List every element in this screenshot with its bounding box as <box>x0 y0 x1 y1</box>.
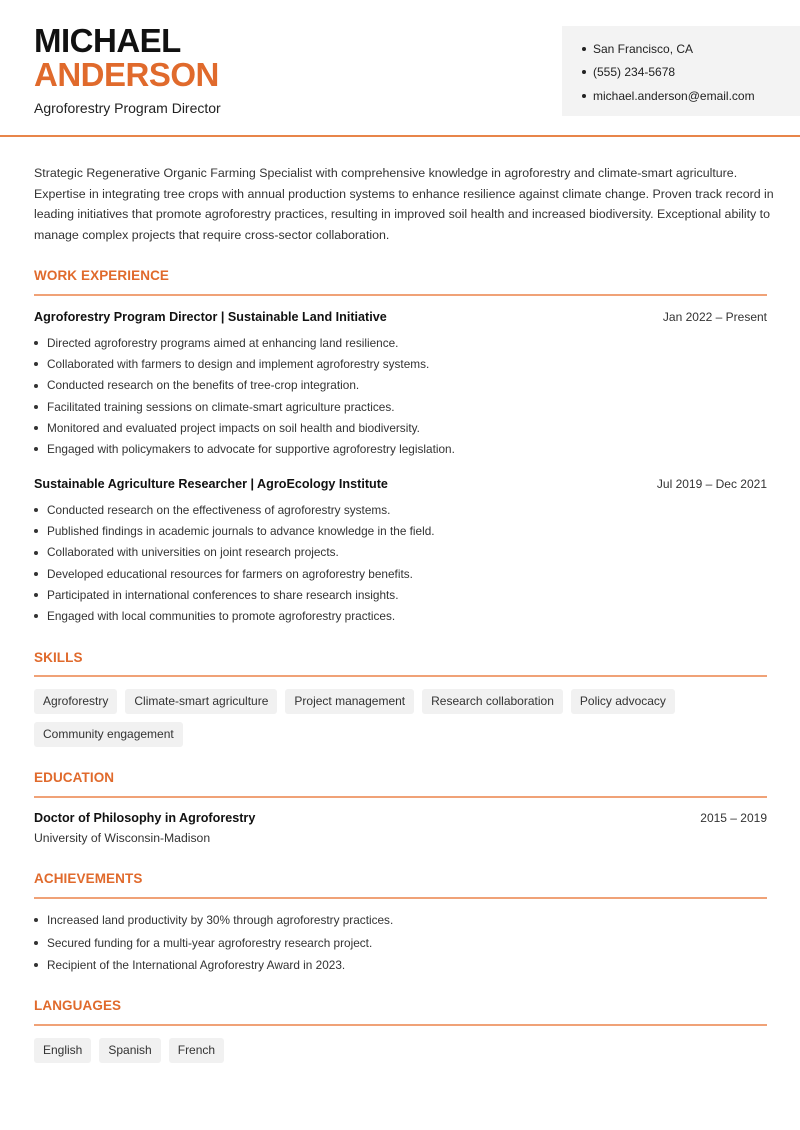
skill-chip: Agroforestry <box>34 689 117 714</box>
contact-box <box>562 26 800 116</box>
job-bullets <box>34 332 774 460</box>
achievements-list <box>34 909 774 977</box>
list-item: Directed agroforestry programs aimed at enhancing land resilience. <box>34 332 774 353</box>
job-role: Agroforestry Program Director <box>34 100 221 116</box>
job-date: Jul 2019 – Dec 2021 <box>656 477 767 491</box>
skill-chip: Policy advocacy <box>571 689 675 714</box>
section-title-languages: LANGUAGES <box>34 998 122 1013</box>
list-item: Conducted research on the effectiveness of agroforestry systems. <box>34 499 774 520</box>
last-name: ANDERSON <box>34 56 219 93</box>
skills-list <box>34 689 774 747</box>
section-divider <box>34 294 767 296</box>
skill-chip: Climate-smart agriculture <box>125 689 277 714</box>
list-item: Engaged with policymakers to advocate for supportive agroforestry legislation. <box>34 438 774 459</box>
education-date: 2015 – 2019 <box>700 811 767 825</box>
resume-header <box>0 0 800 137</box>
skill-chip: Project management <box>285 689 414 714</box>
bullet-icon <box>582 94 586 98</box>
list-item: Engaged with local communities to promote agroforestry practices. <box>34 605 774 626</box>
list-item: Published findings in academic journals to advance knowledge in the field. <box>34 520 774 541</box>
contact-email-text: michael.anderson@email.com <box>593 88 755 103</box>
list-item: Increased land productivity by 30% through agroforestry practices. <box>34 909 774 932</box>
contact-location <box>582 37 800 61</box>
language-chip: Spanish <box>99 1038 160 1063</box>
list-item: Participated in international conferences to share research insights. <box>34 584 774 605</box>
languages-list <box>34 1038 774 1063</box>
section-title-work: WORK EXPERIENCE <box>34 268 170 283</box>
education-degree: Doctor of Philosophy in Agroforestry <box>34 811 256 825</box>
contact-phone-text: (555) 234-5678 <box>593 65 676 80</box>
contact-email <box>582 84 800 108</box>
list-item: Facilitated training sessions on climate-smart agriculture practices. <box>34 396 774 417</box>
list-item: Collaborated with universities on joint research projects. <box>34 542 774 563</box>
list-item: Developed educational resources for farmers on agroforestry benefits. <box>34 563 774 584</box>
job-title: Agroforestry Program Director | Sustainable Land Initiative <box>34 310 387 324</box>
education-school: University of Wisconsin-Madison <box>34 831 211 845</box>
section-divider <box>34 675 767 677</box>
bullet-icon <box>582 47 586 51</box>
skill-chip: Research collaboration <box>422 689 563 714</box>
bullet-icon <box>582 70 586 74</box>
list-item: Monitored and evaluated project impacts on soil health and biodiversity. <box>34 417 774 438</box>
job-date: Jan 2022 – Present <box>662 310 767 324</box>
section-divider <box>34 796 767 798</box>
language-chip: English <box>34 1038 91 1063</box>
job-bullets <box>34 499 774 627</box>
section-divider <box>34 1024 767 1026</box>
section-divider <box>34 897 767 899</box>
section-title-achievements: ACHIEVEMENTS <box>34 871 143 886</box>
first-name: MICHAEL <box>34 22 181 59</box>
contact-phone <box>582 61 800 85</box>
section-title-education: EDUCATION <box>34 770 115 785</box>
list-item: Conducted research on the benefits of tree-crop integration. <box>34 375 774 396</box>
summary-paragraph: Strategic Regenerative Organic Farming Specialist with comprehensive knowledge in agroforestry and climate-smart agriculture. Expertise in integrating tree crops with annual production systems to enhance resilience against climate change. Proven track record in leading initiatives that promote agroforestry practices, resulting in improved soil health and increased biodiversity. Exceptional ability to manage complex projects that require cross-sector collaboration. <box>34 166 774 242</box>
list-item: Collaborated with farmers to design and implement agroforestry systems. <box>34 353 774 374</box>
job-title: Sustainable Agriculture Researcher | AgroEcology Institute <box>34 477 388 491</box>
language-chip: French <box>169 1038 224 1063</box>
contact-location-text: San Francisco, CA <box>593 41 694 56</box>
list-item: Secured funding for a multi-year agroforestry research project. <box>34 932 774 955</box>
section-title-skills: SKILLS <box>34 650 83 665</box>
skill-chip: Community engagement <box>34 722 183 747</box>
list-item: Recipient of the International Agroforestry Award in 2023. <box>34 954 774 977</box>
